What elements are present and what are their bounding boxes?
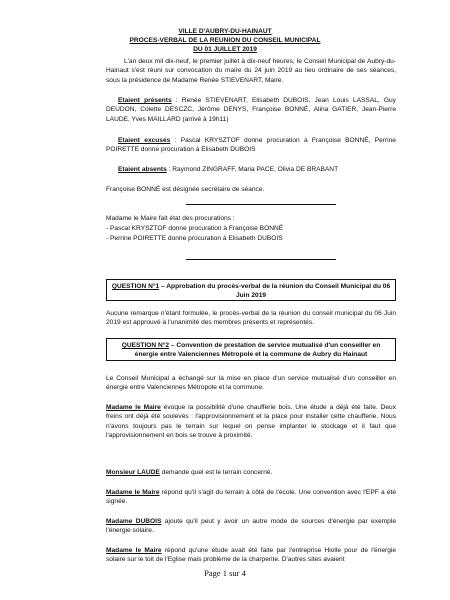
procurations-title: Madame le Maire fait état des procurations : <box>106 215 235 222</box>
secretary-line: Françoise BONNÉ est désignée secrétaire de séance. <box>106 186 265 193</box>
question-1-heading <box>111 282 391 300</box>
absents-label: Etaient absents <box>118 166 167 173</box>
header-date: DU 01 JUILLET 2019 <box>193 46 257 53</box>
presents-label: Etaient présents <box>118 97 172 104</box>
separator-rule <box>186 204 336 205</box>
question-2-box <box>106 338 396 361</box>
question-1-box <box>106 279 396 301</box>
speaker-name: Madame DUBOIS <box>106 518 162 525</box>
debate-paragraph <box>106 468 396 477</box>
speaker-name: Madame le Maire <box>106 404 161 411</box>
question-1-title: – Approbation du procès-verbal de la réunion du Conseil Municipal du 06 Juin 2019 <box>159 283 391 299</box>
question-1-label: QUESTION N°1 <box>111 283 160 290</box>
header-city: VILLE D'AUBRY-DU-HAINAUT <box>178 28 272 35</box>
speaker-name: Madame le Maire <box>106 547 162 554</box>
absents-paragraph <box>106 165 396 174</box>
speaker-text: ajoute qu'il peut y avoir un autre mode de sources d'énergie par exemple l'énergie solaire. <box>106 518 396 535</box>
separator-rule <box>186 259 336 260</box>
speaker-text: demande quel est le terrain concerné. <box>159 469 273 476</box>
question-2-label: QUESTION N°2 <box>121 342 170 349</box>
speaker-text: répond qu'une étude avait été faite par l'entreprise Hiolle pour de l'énergie solaire sur le toit de l'Eglise mais problème de la charpente. D'autres sites avaient <box>106 547 396 564</box>
debate-paragraph <box>106 403 396 441</box>
question-1-text: Aucune remarque n'étant formulée, le procès-verbal de la réunion du conseil municipal du 06 Juin 2019 est approuvé à l'unanimité des membres présents et représentés. <box>106 310 396 327</box>
speaker-text: évoque la possibilité d'une chaufferie bois. Une étude a déjà été faite. Deux freins ont déjà été soulevés : l'approvisionnement et la place pour installer cette chaufferie. Nous n'avons toujours pas le terrain sur lequel on pense implanter le stockage et il faut que l'approvisionnement en bois se trouve à proximité. <box>106 404 396 440</box>
presents-paragraph <box>106 96 396 124</box>
header-title: PROCES-VERBAL DE LA REUNION DU CONSEIL MUNICIPAL <box>129 37 321 44</box>
excuses-text: : Pascal KRYSZTOF donne procuration à Françoise BONNÉ, Perrine POIRETTE donne procuration à Elisabeth DUBOIS <box>106 137 396 154</box>
speaker-name: Monsieur LAUDE <box>106 469 160 476</box>
debate-paragraph <box>106 488 396 507</box>
speaker-text: répond qu'il s'agit du terrain à côté de l'école. Une convention avec l'EPF a été signée. <box>106 489 396 506</box>
question-2-title: – Convention de prestation de service mutualisé d'un conseiller en énergie entre Valenciennes Métropole et la commune de Aubry du Hainaut <box>134 342 381 358</box>
absents-text: : Raymond ZINGRAFF, Maria PACE, Olivia DE BRABANT <box>166 166 339 173</box>
procuration-line-1: - Pascal KRYSZTOF donne procuration à Françoise BONNÉ <box>106 225 284 232</box>
excuses-label: Etaient excusés <box>118 137 171 144</box>
procuration-line-2: - Perrine POIRETTE donne procuration à Elisabeth DUBOIS <box>106 235 283 242</box>
question-2-text: Le Conseil Municipal a échangé sur la mise en place d'un service mutualisé d'un conseiller en énergie entre Valenciennes Métropole et la commune. <box>106 375 396 392</box>
question-2-heading <box>111 341 391 359</box>
debate-paragraph <box>106 546 396 565</box>
debate-paragraph <box>106 517 396 536</box>
page-number: Page 1 sur 4 <box>204 568 246 578</box>
speaker-name: Madame le Maire <box>106 489 160 496</box>
excuses-paragraph <box>106 136 396 155</box>
intro-paragraph: L'an deux mil dix-neuf, le premier juillet à dix-neuf heures, le Conseil Municipal de Aubry-du-Hainaut s'est réuni sur convocation du maire du 24 juin 2019 au lieu ordinaire de ses séances, sous la présidence de Madame Renée STIEVENART, Maire. <box>106 58 396 84</box>
presents-text: : Renée STIEVENART, Elisabeth DUBOIS, Jean Louis LASSAL, Guy DEUDON, Colette DESCZC, Jérôme DENYS, Françoise BONNÉ, Alina GATIER, Jean-Pierre LAUDE, Yves MAILLARD (arrivé à 19h11) <box>106 97 396 123</box>
